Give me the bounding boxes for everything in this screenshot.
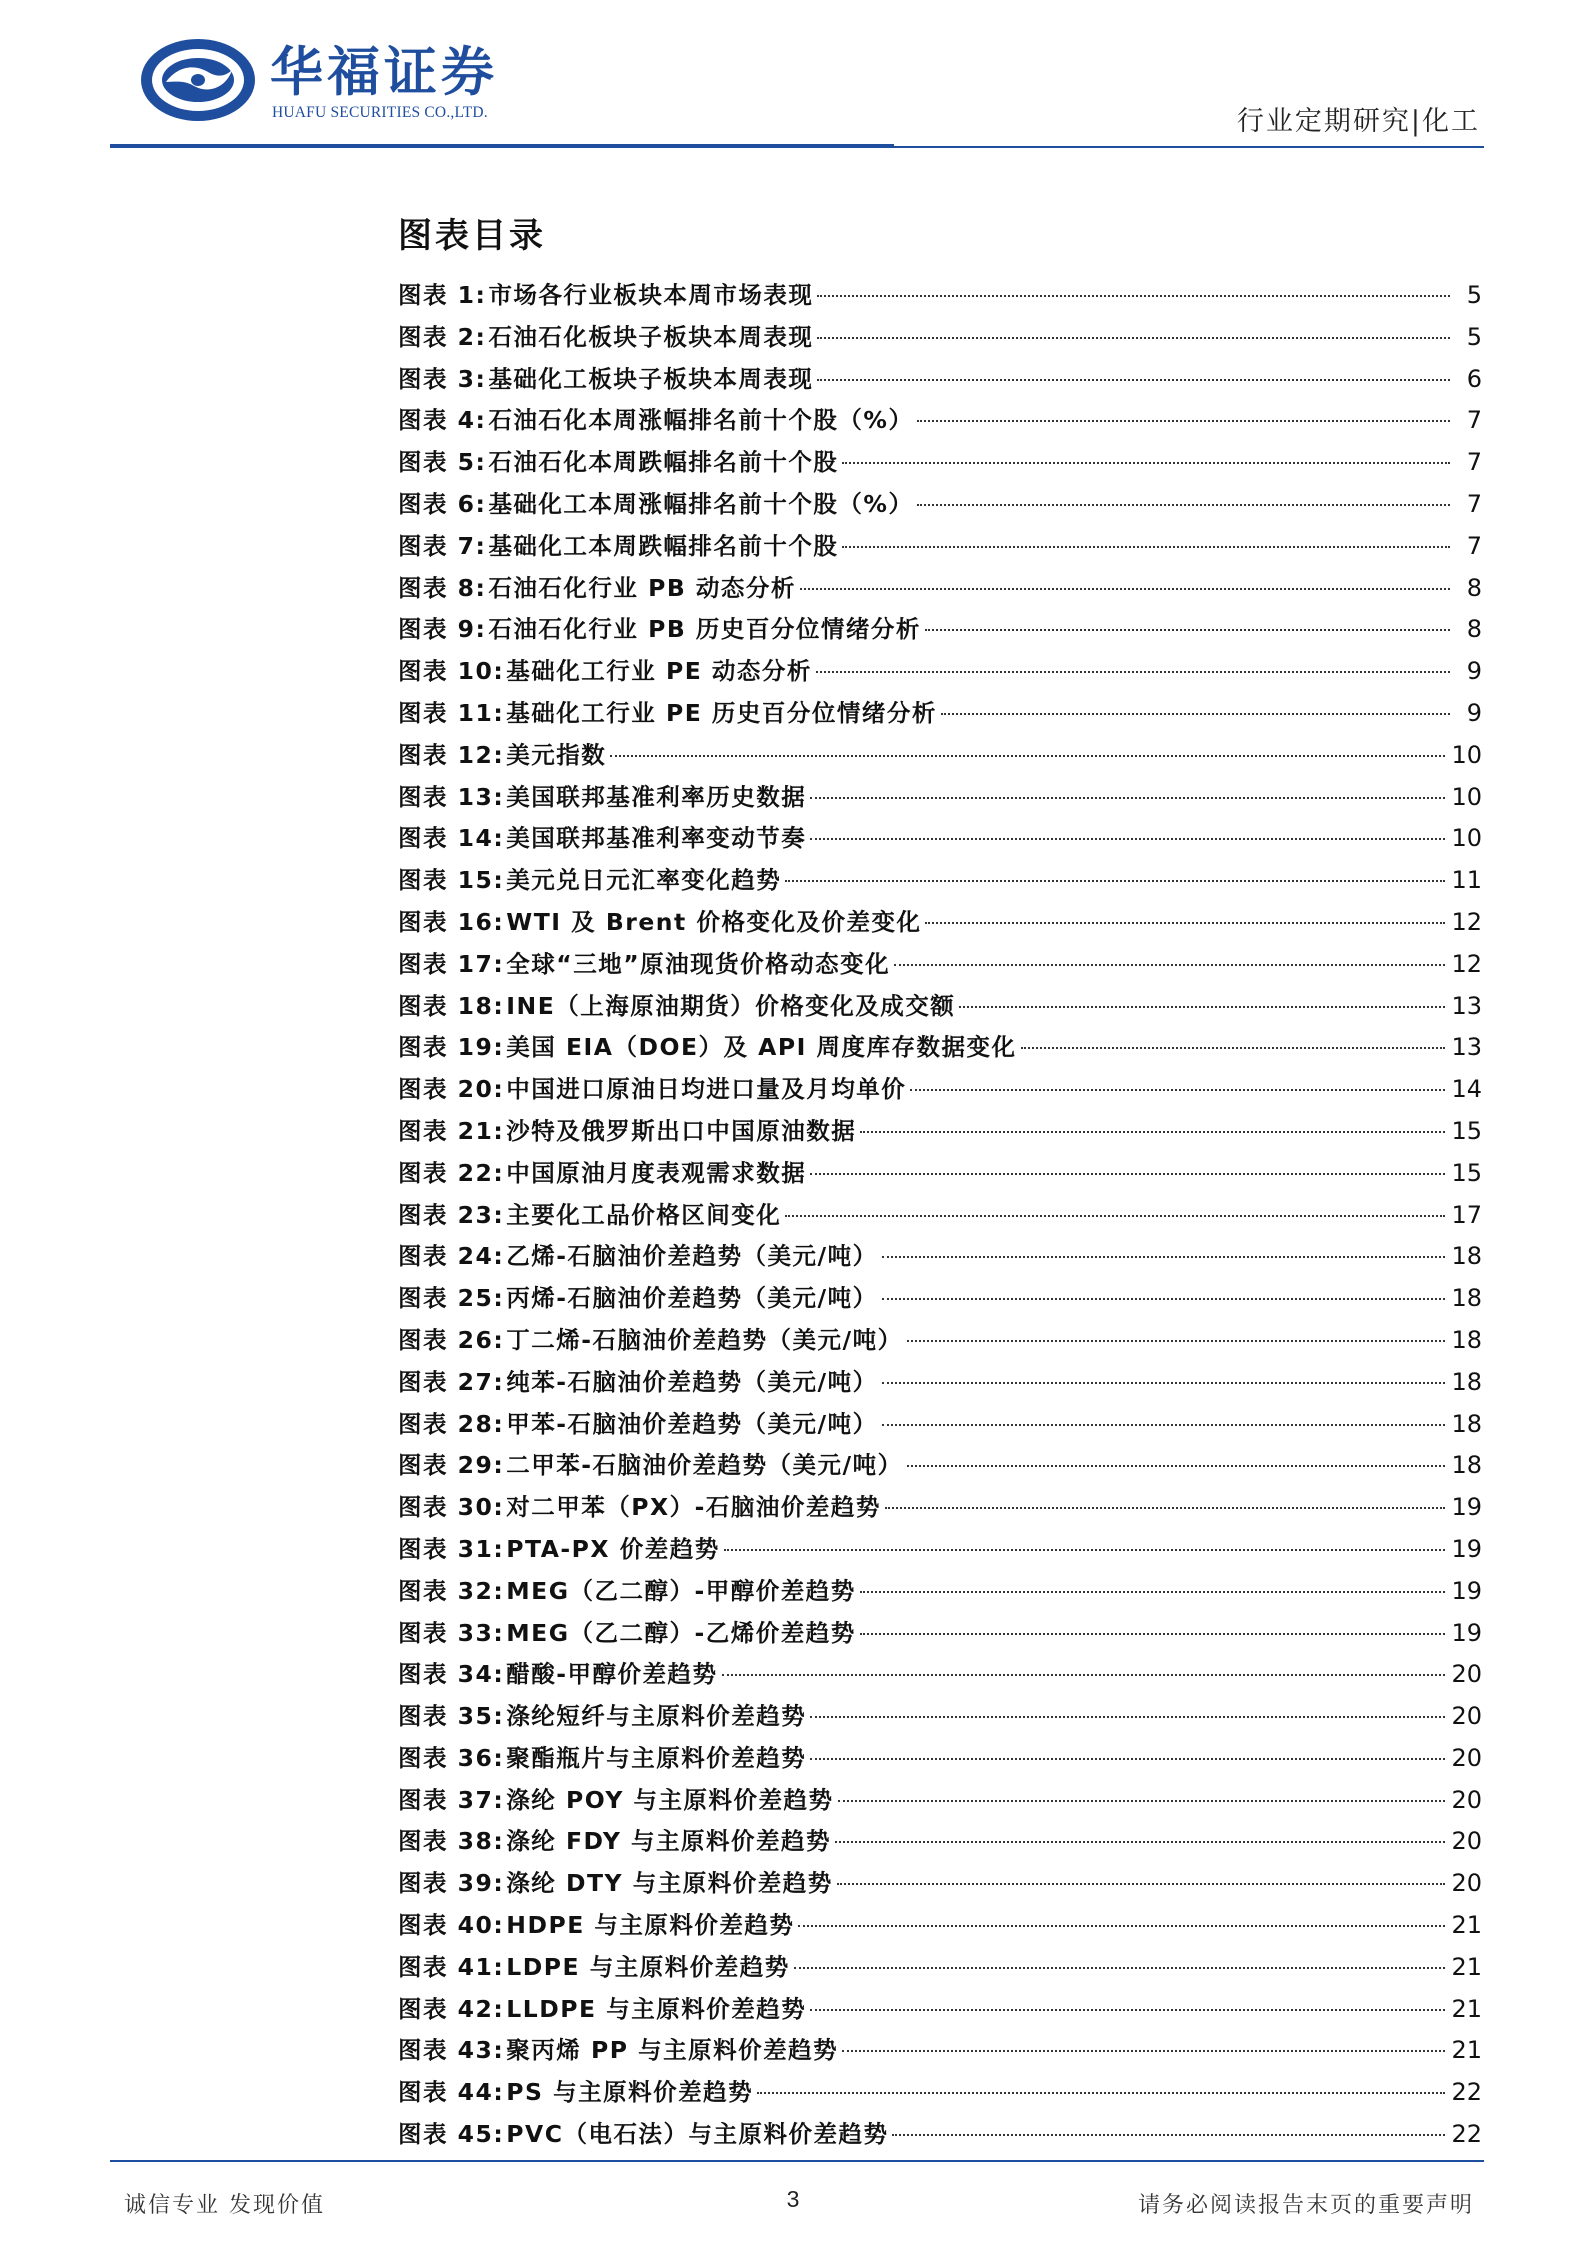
toc-entry[interactable] (398, 1530, 1482, 1572)
toc-entry-label: 图表 9: (398, 615, 487, 644)
toc-entry-title[interactable]: 聚丙烯 PP 与主原料价差趋势 (506, 2036, 839, 2065)
toc-entry-page[interactable]: 10 (1451, 782, 1482, 811)
toc-entry-title[interactable]: WTI 及 Brent 价格变化及价差变化 (506, 907, 922, 936)
toc-entry-label: 图表 34: (398, 1660, 505, 1689)
toc-dot-leader (894, 964, 1445, 966)
toc-entry-title[interactable]: INE（上海原油期货）价格变化及成交额 (506, 991, 956, 1020)
toc-dot-leader (817, 379, 1450, 381)
toc-entry-title[interactable]: 石油石化本周涨幅排名前十个股（%） (488, 406, 914, 435)
toc-dot-leader (885, 1507, 1446, 1509)
toc-entry-title[interactable]: PVC（电石法）与主原料价差趋势 (506, 2120, 889, 2149)
logo-chinese-name: 华福证券 (270, 41, 498, 103)
toc-dot-leader (835, 1841, 1445, 1843)
toc-entry-page[interactable]: 20 (1451, 1827, 1482, 1856)
toc-entry[interactable] (398, 1572, 1482, 1614)
toc-entry-page[interactable]: 17 (1451, 1200, 1482, 1229)
toc-entry-title[interactable]: LLDPE 与主原料价差趋势 (506, 1994, 807, 2023)
toc-entry-title[interactable]: 沙特及俄罗斯出口中国原油数据 (506, 1116, 857, 1145)
toc-entry-label: 图表 12: (398, 740, 505, 769)
toc-entry-page[interactable]: 7 (1466, 531, 1482, 560)
toc-entry-page[interactable]: 12 (1451, 949, 1482, 978)
toc-entry-page[interactable]: 12 (1451, 907, 1482, 936)
toc-entry-title[interactable]: 主要化工品价格区间变化 (506, 1200, 782, 1229)
toc-entry-title[interactable]: 甲苯-石脑油价差趋势（美元/吨） (506, 1409, 878, 1438)
toc-entry-title[interactable]: PS 与主原料价差趋势 (506, 2078, 754, 2107)
toc-entry[interactable] (398, 1112, 1482, 1154)
toc-entry-title[interactable]: 基础化工行业 PE 动态分析 (506, 657, 812, 686)
toc-entry[interactable] (398, 276, 1482, 318)
toc-entry-title[interactable]: 市场各行业板块本周市场表现 (488, 281, 814, 309)
toc-entry-page[interactable]: 11 (1451, 866, 1482, 895)
toc-entry-page[interactable]: 10 (1451, 740, 1482, 769)
toc-entry-label: 图表 7: (398, 531, 487, 560)
toc-entry-title[interactable]: 美国联邦基准利率变动节奏 (506, 824, 807, 853)
toc-entry[interactable] (398, 1237, 1482, 1279)
toc-dot-leader (882, 1298, 1446, 1300)
toc-entry-page[interactable]: 9 (1466, 657, 1482, 686)
toc-entry-label: 图表 22: (398, 1158, 505, 1187)
toc-entry-page[interactable]: 15 (1451, 1158, 1482, 1187)
logo-english-name: HUAFU SECURITIES CO.,LTD. (272, 104, 488, 121)
toc-entry-title[interactable]: 纯苯-石脑油价差趋势（美元/吨） (506, 1367, 878, 1396)
toc-entry-label: 图表 39: (398, 1869, 505, 1898)
toc-dot-leader (917, 504, 1450, 506)
header-divider-accent (110, 144, 894, 148)
toc-dot-leader (817, 337, 1450, 339)
toc-dot-leader (757, 2092, 1445, 2094)
toc-entry[interactable] (398, 360, 1482, 402)
toc-entry-title[interactable]: 对二甲苯（PX）-石脑油价差趋势 (506, 1493, 881, 1522)
toc-entry[interactable] (398, 318, 1482, 360)
toc-dot-leader (722, 1674, 1446, 1676)
toc-dot-leader (860, 1131, 1445, 1133)
toc-dot-leader (1021, 1047, 1446, 1049)
toc-dot-leader (892, 2134, 1445, 2136)
toc-dot-leader (810, 1758, 1445, 1760)
toc-entry-title[interactable]: 美元兑日元汇率变化趋势 (506, 866, 782, 895)
toc-entry[interactable] (398, 987, 1482, 1029)
toc-dot-leader (842, 2050, 1445, 2052)
toc-entry-page[interactable]: 21 (1451, 1911, 1482, 1940)
toc-entry-label: 图表 44: (398, 2078, 505, 2107)
toc-entry[interactable] (398, 1154, 1482, 1196)
toc-entry-label: 图表 11: (398, 698, 505, 727)
toc-entry-title[interactable]: 涤纶短纤与主原料价差趋势 (506, 1702, 807, 1731)
toc-entry-label: 图表 36: (398, 1743, 505, 1772)
toc-entry[interactable] (398, 2115, 1482, 2157)
toc-entry-title[interactable]: 石油石化板块子板块本周表现 (488, 322, 814, 351)
toc-entry-page[interactable]: 18 (1451, 1409, 1482, 1438)
footer-slogan: 诚信专业 发现价值 (124, 2193, 325, 2218)
toc-entry[interactable] (398, 1446, 1482, 1488)
toc-entry-label: 图表 5: (398, 448, 487, 477)
toc-entry-title[interactable]: 全球“三地”原油现货价格动态变化 (506, 949, 891, 978)
toc-entry-title[interactable]: 美国联邦基准利率历史数据 (506, 782, 807, 811)
toc-entry-page[interactable]: 21 (1451, 1952, 1482, 1981)
toc-entry[interactable] (398, 1781, 1482, 1823)
toc-entry[interactable] (398, 2073, 1482, 2115)
toc-entry-label: 图表 29: (398, 1451, 505, 1480)
toc-entry-page[interactable]: 21 (1451, 2036, 1482, 2065)
toc-dot-leader (810, 2009, 1445, 2011)
toc-entry-title[interactable]: 中国原油月度表观需求数据 (506, 1158, 807, 1187)
toc-entry-page[interactable]: 18 (1451, 1284, 1482, 1313)
toc-entry-label: 图表 37: (398, 1785, 505, 1814)
toc-entry-label: 图表 10: (398, 657, 505, 686)
toc-entry-title[interactable]: 二甲苯-石脑油价差趋势（美元/吨） (506, 1451, 903, 1480)
toc-entry-label: 图表 3: (398, 364, 487, 393)
toc-entry-title[interactable]: PTA-PX 价差趋势 (506, 1534, 720, 1563)
toc-entry[interactable] (398, 1864, 1482, 1906)
toc-entry-title[interactable]: 丁二烯-石脑油价差趋势（美元/吨） (506, 1325, 903, 1354)
toc-entry[interactable] (398, 1028, 1482, 1070)
toc-entry-page[interactable]: 20 (1451, 1702, 1482, 1731)
toc-dot-leader (800, 588, 1450, 590)
toc-entry-label: 图表 15: (398, 866, 505, 895)
toc-entry-title[interactable]: 涤纶 DTY 与主原料价差趋势 (506, 1869, 833, 1898)
toc-entry-title[interactable]: 涤纶 POY 与主原料价差趋势 (506, 1785, 834, 1814)
toc-entry-page[interactable]: 18 (1451, 1451, 1482, 1480)
toc-entry-page[interactable]: 13 (1451, 1033, 1482, 1062)
toc-entry-page[interactable]: 5 (1466, 281, 1482, 309)
toc-dot-leader (882, 1382, 1446, 1384)
toc-entry[interactable] (398, 1948, 1482, 1990)
toc-entry-page[interactable]: 19 (1451, 1618, 1482, 1647)
toc-dot-leader (724, 1549, 1446, 1551)
toc-entry-page[interactable]: 19 (1451, 1493, 1482, 1522)
toc-dot-leader (882, 1256, 1446, 1258)
toc-dot-leader (842, 546, 1450, 548)
toc-entry-title[interactable]: 石油石化本周跌幅排名前十个股 (488, 448, 839, 477)
toc-entry-title[interactable]: 基础化工本周跌幅排名前十个股 (488, 531, 839, 560)
toc-entry-page[interactable]: 7 (1466, 406, 1482, 435)
toc-dot-leader (817, 295, 1450, 297)
toc-entry-page[interactable]: 15 (1451, 1116, 1482, 1145)
toc-dot-leader (882, 1424, 1446, 1426)
toc-dot-leader (941, 713, 1450, 715)
toc-entry-page[interactable]: 20 (1451, 1743, 1482, 1772)
toc-entry-label: 图表 28: (398, 1409, 505, 1438)
toc-entry[interactable] (398, 1363, 1482, 1405)
toc-entry-label: 图表 20: (398, 1075, 505, 1104)
toc-entry-page[interactable]: 8 (1466, 615, 1482, 644)
toc-entry[interactable] (398, 1279, 1482, 1321)
toc-entry[interactable] (398, 569, 1482, 611)
toc-entry-page[interactable]: 20 (1451, 1785, 1482, 1814)
toc-entry[interactable] (398, 1321, 1482, 1363)
toc-entry-page[interactable]: 18 (1451, 1325, 1482, 1354)
toc-entry-label: 图表 33: (398, 1618, 505, 1647)
toc-entry-title[interactable]: MEG（乙二醇）-乙烯价差趋势 (506, 1618, 856, 1647)
toc-heading: 图表目录 (398, 216, 546, 256)
toc-entry-title[interactable]: 美元指数 (506, 740, 607, 769)
toc-dot-leader (907, 1340, 1446, 1342)
toc-entry-page[interactable]: 9 (1466, 698, 1482, 727)
toc-dot-leader (794, 1967, 1446, 1969)
footer-disclaimer: 请务必阅读报告末页的重要声明 (1137, 2193, 1474, 2218)
toc-entry[interactable] (398, 945, 1482, 987)
toc-dot-leader (860, 1633, 1446, 1635)
toc-entry[interactable] (398, 401, 1482, 443)
toc-entry-label: 图表 32: (398, 1576, 505, 1605)
toc-entry-title[interactable]: 丙烯-石脑油价差趋势（美元/吨） (506, 1284, 878, 1313)
toc-entry[interactable] (398, 1405, 1482, 1447)
toc-dot-leader (810, 838, 1445, 840)
toc-entry[interactable] (398, 652, 1482, 694)
toc-entry-title[interactable]: 石油石化行业 PB 历史百分位情绪分析 (488, 615, 921, 644)
toc-entry-page[interactable]: 5 (1466, 322, 1482, 351)
toc-entry-title[interactable]: 石油石化行业 PB 动态分析 (488, 573, 796, 602)
toc-entry[interactable] (398, 819, 1482, 861)
toc-entry[interactable] (398, 1906, 1482, 1948)
toc-entry[interactable] (398, 527, 1482, 569)
toc-entry-label: 图表 43: (398, 2036, 505, 2065)
toc-entry[interactable] (398, 1196, 1482, 1238)
toc-entry-title[interactable]: HDPE 与主原料价差趋势 (506, 1911, 795, 1940)
toc-entry-label: 图表 31: (398, 1534, 505, 1563)
toc-entry[interactable] (398, 736, 1482, 778)
toc-entry[interactable] (398, 1822, 1482, 1864)
toc-entry[interactable] (398, 861, 1482, 903)
toc-dot-leader (860, 1591, 1446, 1593)
toc-entry[interactable] (398, 778, 1482, 820)
toc-entry-label: 图表 2: (398, 322, 487, 351)
toc-entry-label: 图表 35: (398, 1702, 505, 1731)
toc-dot-leader (842, 462, 1450, 464)
toc-entry-label: 图表 25: (398, 1284, 505, 1313)
toc-entry-page[interactable]: 20 (1451, 1869, 1482, 1898)
toc-entry[interactable] (398, 2031, 1482, 2073)
toc-entry-label: 图表 16: (398, 907, 505, 936)
toc-dot-leader (925, 922, 1445, 924)
toc-entry-page[interactable]: 21 (1451, 1994, 1482, 2023)
toc-dot-leader (925, 629, 1450, 631)
toc-dot-leader (785, 1215, 1445, 1217)
toc-entry-label: 图表 17: (398, 949, 505, 978)
toc-entry[interactable] (398, 1655, 1482, 1697)
toc-entry-page[interactable]: 18 (1451, 1242, 1482, 1271)
toc-dot-leader (910, 1089, 1445, 1091)
toc-entry[interactable] (398, 1697, 1482, 1739)
toc-entry-label: 图表 27: (398, 1367, 505, 1396)
toc-entry-title[interactable]: 中国进口原油日均进口量及月均单价 (506, 1075, 907, 1104)
toc-entry-label: 图表 1: (398, 281, 487, 309)
toc-entry-title[interactable]: 基础化工板块子板块本周表现 (488, 364, 814, 393)
toc-entry[interactable] (398, 443, 1482, 485)
toc-list (398, 276, 1482, 2157)
toc-entry[interactable] (398, 1990, 1482, 2032)
toc-entry[interactable] (398, 903, 1482, 945)
toc-dot-leader (610, 755, 1445, 757)
toc-entry-label: 图表 41: (398, 1952, 505, 1981)
toc-entry-page[interactable]: 20 (1451, 1660, 1482, 1689)
toc-dot-leader (907, 1465, 1446, 1467)
toc-entry[interactable] (398, 694, 1482, 736)
toc-entry-title[interactable]: 基础化工行业 PE 历史百分位情绪分析 (506, 698, 937, 727)
toc-entry-label: 图表 42: (398, 1994, 505, 2023)
toc-dot-leader (959, 1006, 1445, 1008)
toc-entry-title[interactable]: 聚酯瓶片与主原料价差趋势 (506, 1743, 807, 1772)
toc-entry-title[interactable]: 乙烯-石脑油价差趋势（美元/吨） (506, 1242, 878, 1271)
toc-entry-page[interactable]: 7 (1466, 448, 1482, 477)
toc-entry-title[interactable]: 醋酸-甲醇价差趋势 (506, 1660, 718, 1689)
toc-dot-leader (810, 797, 1445, 799)
toc-dot-leader (838, 1800, 1446, 1802)
toc-entry-title[interactable]: LDPE 与主原料价差趋势 (506, 1952, 790, 1981)
toc-entry-page[interactable]: 22 (1451, 2120, 1482, 2149)
report-type: 行业定期研究|化工 (1236, 106, 1480, 137)
toc-entry-page[interactable]: 14 (1451, 1075, 1482, 1104)
toc-entry-page[interactable]: 22 (1451, 2078, 1482, 2107)
toc-entry-title[interactable]: 基础化工本周涨幅排名前十个股（%） (488, 489, 914, 518)
toc-dot-leader (798, 1925, 1445, 1927)
toc-entry-label: 图表 4: (398, 406, 487, 435)
toc-entry-page[interactable]: 19 (1451, 1534, 1482, 1563)
toc-entry[interactable] (398, 485, 1482, 527)
toc-entry-title[interactable]: 美国 EIA（DOE）及 API 周度库存数据变化 (506, 1033, 1017, 1062)
toc-dot-leader (917, 420, 1450, 422)
toc-entry[interactable] (398, 1739, 1482, 1781)
toc-entry-page[interactable]: 19 (1451, 1576, 1482, 1605)
logo-mark-icon (138, 36, 258, 124)
toc-dot-leader (810, 1173, 1445, 1175)
toc-entry-label: 图表 21: (398, 1116, 505, 1145)
toc-entry-label: 图表 8: (398, 573, 487, 602)
toc-entry[interactable] (398, 1488, 1482, 1530)
toc-entry-page[interactable]: 8 (1466, 573, 1482, 602)
toc-dot-leader (785, 880, 1445, 882)
toc-entry-label: 图表 13: (398, 782, 505, 811)
toc-entry-label: 图表 24: (398, 1242, 505, 1271)
toc-dot-leader (837, 1883, 1446, 1885)
toc-entry-label: 图表 45: (398, 2120, 505, 2149)
toc-entry[interactable] (398, 1614, 1482, 1656)
toc-entry-label: 图表 18: (398, 991, 505, 1020)
toc-entry-page[interactable]: 10 (1451, 824, 1482, 853)
toc-dot-leader (810, 1716, 1445, 1718)
toc-dot-leader (816, 671, 1450, 673)
toc-entry-label: 图表 23: (398, 1200, 505, 1229)
toc-entry-page[interactable]: 13 (1451, 991, 1482, 1020)
toc-entry-label: 图表 30: (398, 1493, 505, 1522)
footer-divider (110, 2160, 1484, 2162)
toc-entry[interactable] (398, 1070, 1482, 1112)
toc-entry-label: 图表 40: (398, 1911, 505, 1940)
page-number: 3 (786, 2186, 800, 2212)
toc-entry-title[interactable]: 涤纶 FDY 与主原料价差趋势 (506, 1827, 832, 1856)
toc-entry-label: 图表 19: (398, 1033, 505, 1062)
toc-entry-page[interactable]: 7 (1466, 489, 1482, 518)
toc-entry-page[interactable]: 18 (1451, 1367, 1482, 1396)
toc-entry-label: 图表 38: (398, 1827, 505, 1856)
company-logo (138, 36, 538, 128)
toc-entry[interactable] (398, 610, 1482, 652)
toc-entry-title[interactable]: MEG（乙二醇）-甲醇价差趋势 (506, 1576, 856, 1605)
toc-entry-label: 图表 14: (398, 824, 505, 853)
toc-entry-label: 图表 26: (398, 1325, 505, 1354)
toc-entry-page[interactable]: 6 (1466, 364, 1482, 393)
toc-entry-label: 图表 6: (398, 489, 487, 518)
